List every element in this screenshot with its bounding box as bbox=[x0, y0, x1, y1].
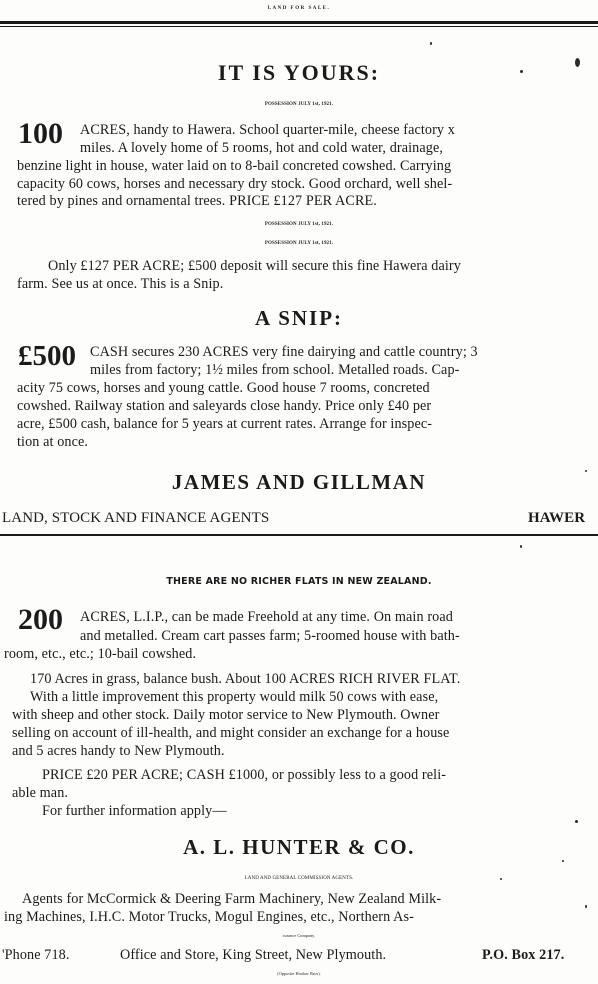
ad3-body-line: selling on account of ill-health, and might consider an exchange for a house bbox=[12, 725, 450, 741]
ad3-opposite: (Opposite Hooker Bros). bbox=[277, 971, 321, 976]
ad3-body-line: With a little improvement this property would milk 50 cows with ease, bbox=[30, 689, 439, 705]
ad3-line: and metalled. Cream cart passes farm; 5-roomed house with bath- bbox=[80, 628, 460, 644]
ad2-headline: A SNIP: bbox=[254, 306, 344, 330]
ad3-acreage-number: 200 bbox=[18, 603, 63, 636]
print-speck bbox=[520, 70, 523, 73]
ad2-line: miles from factory; 1½ miles from school. Metalled roads. Cap- bbox=[90, 362, 460, 378]
ad1-line: miles. A lovely home of 5 rooms, hot and cold water, drainage, bbox=[80, 140, 443, 156]
ad2-price-number: £500 bbox=[18, 340, 76, 372]
ad1-line: tered by pines and ornamental trees. PRICE £127 PER ACRE. bbox=[17, 193, 377, 209]
ad3-agents-for: ing Machines, I.H.C. Motor Trucks, Mogul Engines, etc., Northern As- bbox=[4, 909, 414, 925]
page-header: LAND FOR SALE. bbox=[267, 6, 331, 11]
print-speck bbox=[585, 470, 587, 472]
ad2-agent-desc: LAND, STOCK AND FINANCE AGENTS bbox=[2, 510, 270, 526]
ad2-bottom-rule bbox=[0, 534, 598, 536]
ad2-line: CASH secures 230 ACRES very fine dairying and cattle country; 3 bbox=[90, 344, 478, 360]
header-rule bbox=[0, 21, 598, 24]
print-speck bbox=[520, 545, 522, 548]
ad2-line: cowshed. Railway station and saleyards close handy. Price only £40 per bbox=[17, 398, 432, 414]
ad3-body-line: 170 Acres in grass, balance bush. About 100 ACRES RICH RIVER FLAT. bbox=[30, 671, 461, 687]
ad3-body-line: with sheep and other stock. Daily motor service to New Plymouth. Owner bbox=[12, 707, 440, 723]
ad2-agent-town: HAWER bbox=[528, 510, 586, 526]
ad2-line: acity 75 cows, horses and young cattle. Good house 7 rooms, concreted bbox=[17, 380, 430, 396]
ad3-line: ACRES, L.I.P., can be made Freehold at any time. On main road bbox=[80, 609, 453, 625]
print-speck bbox=[585, 905, 587, 908]
ad1-possession-repeat: POSSESSION JULY 1st, 1921. bbox=[264, 222, 334, 227]
print-speck bbox=[575, 820, 578, 823]
ad3-body-line: PRICE £20 PER ACRE; CASH £1000, or possibly less to a good reli- bbox=[42, 767, 447, 783]
ad3-body-line: and 5 acres handy to New Plymouth. bbox=[12, 743, 225, 759]
ad3-agent-name: A. L. HUNTER & CO. bbox=[183, 835, 415, 859]
ad3-phone: 'Phone 718. bbox=[2, 947, 70, 963]
header-rule-thin bbox=[0, 26, 598, 27]
ad1-line: ACRES, handy to Hawera. School quarter-mile, cheese factory x bbox=[80, 122, 455, 138]
print-speck bbox=[500, 878, 502, 880]
ad3-body-line: able man. bbox=[12, 785, 69, 801]
print-speck bbox=[430, 42, 432, 45]
print-speck bbox=[562, 860, 564, 862]
ad3-agent-desc: LAND AND GENERAL COMMISSION AGENTS. bbox=[244, 876, 354, 881]
ad1-possession: POSSESSION JULY 1st, 1921. bbox=[264, 102, 334, 107]
ad3-line: room, etc., etc.; 10-bail cowshed. bbox=[4, 646, 197, 662]
ad3-headline: THERE ARE NO RICHER FLATS IN NEW ZEALAND. bbox=[166, 576, 432, 587]
ad2-line: tion at once. bbox=[17, 434, 89, 450]
ad1-line: benzine light in house, water laid on to 8-bail concreted cowshed. Carrying bbox=[17, 158, 452, 174]
ad3-body-line: For further information apply— bbox=[42, 803, 227, 819]
ad1-line: capacity 60 cows, horses and necessary dry stock. Good orchard, well shel- bbox=[17, 176, 453, 192]
ad1-closing: farm. See us at once. This is a Snip. bbox=[17, 276, 224, 292]
ad3-agents-for: surance Company. bbox=[282, 933, 316, 938]
ad3-agents-for: Agents for McCormick & Deering Farm Machinery, New Zealand Milk- bbox=[22, 891, 442, 907]
ad1-headline: IT IS YOURS: bbox=[217, 60, 381, 85]
ad2-line: acre, £500 cash, balance for 5 years at current rates. Arrange for inspec- bbox=[17, 416, 433, 432]
ad1-closing: Only £127 PER ACRE; £500 deposit will secure this fine Hawera dairy bbox=[48, 258, 461, 274]
ad3-pobox: P.O. Box 217. bbox=[482, 947, 565, 963]
ad1-acreage-number: 100 bbox=[18, 117, 63, 150]
ad2-agent-name: JAMES AND GILLMAN bbox=[171, 470, 427, 494]
ad3-office: Office and Store, King Street, New Plymouth. bbox=[120, 947, 387, 963]
print-speck bbox=[575, 58, 580, 67]
ad1-possession-repeat: POSSESSION JULY 1st, 1921. bbox=[264, 241, 334, 246]
